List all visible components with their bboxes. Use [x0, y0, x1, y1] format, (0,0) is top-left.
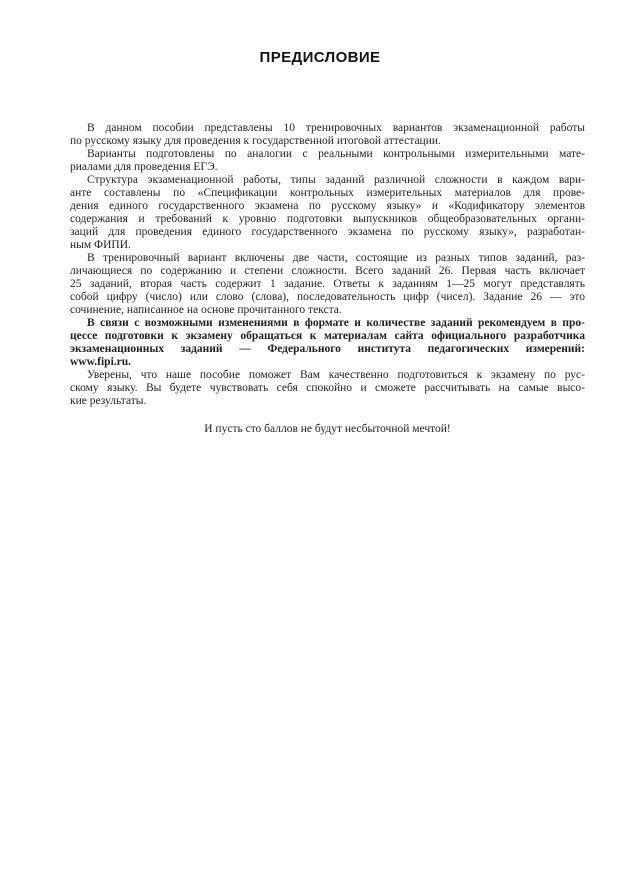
text-line: Уверены, что наше пособие поможет Вам качественно подготовиться к экзамену по рус-: [87, 369, 585, 381]
text-line: цессе подготовки к экзамену обращаться к материалам сайта официального разработчика: [70, 330, 585, 342]
text-line: заций для проведения единого государственного экзамена по русскому языку», разработан-: [70, 226, 585, 238]
text-line: В связи с возможными изменениями в формате и количестве заданий рекомендуем в про-: [87, 317, 585, 329]
page-title: ПРЕДИСЛОВИЕ: [259, 49, 381, 66]
text-line: Структура экзаменационной работы, типы заданий различной сложности в каждом вари-: [87, 174, 585, 186]
text-line: Варианты подготовлены по аналогии с реальными контрольными измерительными мате-: [87, 148, 585, 160]
text-line: риалами для проведения ЕГЭ.: [70, 161, 218, 173]
text-line: В тренировочный вариант включены две части, состоящие из разных типов заданий, раз-: [87, 252, 585, 264]
paragraph: [70, 252, 585, 317]
text-line: анте составлены по «Спецификации контрольных измерительных материалов для прове-: [70, 187, 585, 199]
document-body: [70, 122, 585, 408]
text-line: сочинение, написанное на основе прочитанного текста.: [70, 304, 342, 316]
text-line: скому языку. Вы будете чувствовать себя спокойно и сможете рассчитывать на самые высо-: [70, 382, 585, 394]
paragraph: [70, 317, 585, 369]
text-line: ным ФИПИ.: [70, 239, 131, 251]
text-line: 25 заданий, вторая часть содержит 1 задание. Ответы к заданиям 1—25 могут представлять: [70, 278, 585, 290]
paragraph: [70, 369, 585, 408]
paragraph: [70, 122, 585, 148]
text-line: кие результаты.: [70, 395, 147, 407]
text-line: содержания и требований к уровню подготовки выпускников общеобразовательных органи-: [70, 213, 585, 225]
text-line: В данном пособии представлены 10 тренировочных вариантов экзаменационной работы: [87, 122, 585, 134]
text-line: собой цифру (число) или слово (слова), последовательность цифр (чисел). Задание 26 — это: [70, 291, 585, 303]
text-line: экзаменационных заданий — Федерального института педагогических измерений:: [70, 343, 585, 355]
text-line: www.fipi.ru.: [70, 356, 132, 368]
text-line: личающиеся по содержанию и степени сложности. Всего заданий 26. Первая часть включает: [70, 265, 585, 277]
paragraph: [70, 174, 585, 252]
slogan-line: И пусть сто баллов не будут несбыточной мечтой!: [204, 423, 451, 435]
text-line: по русскому языку для проведения к государственной итоговой аттестации.: [70, 135, 441, 147]
paragraph: [70, 148, 585, 174]
text-line: дения единого государственного экзамена по русскому языку» и «Кодификатору элементов: [70, 200, 585, 212]
